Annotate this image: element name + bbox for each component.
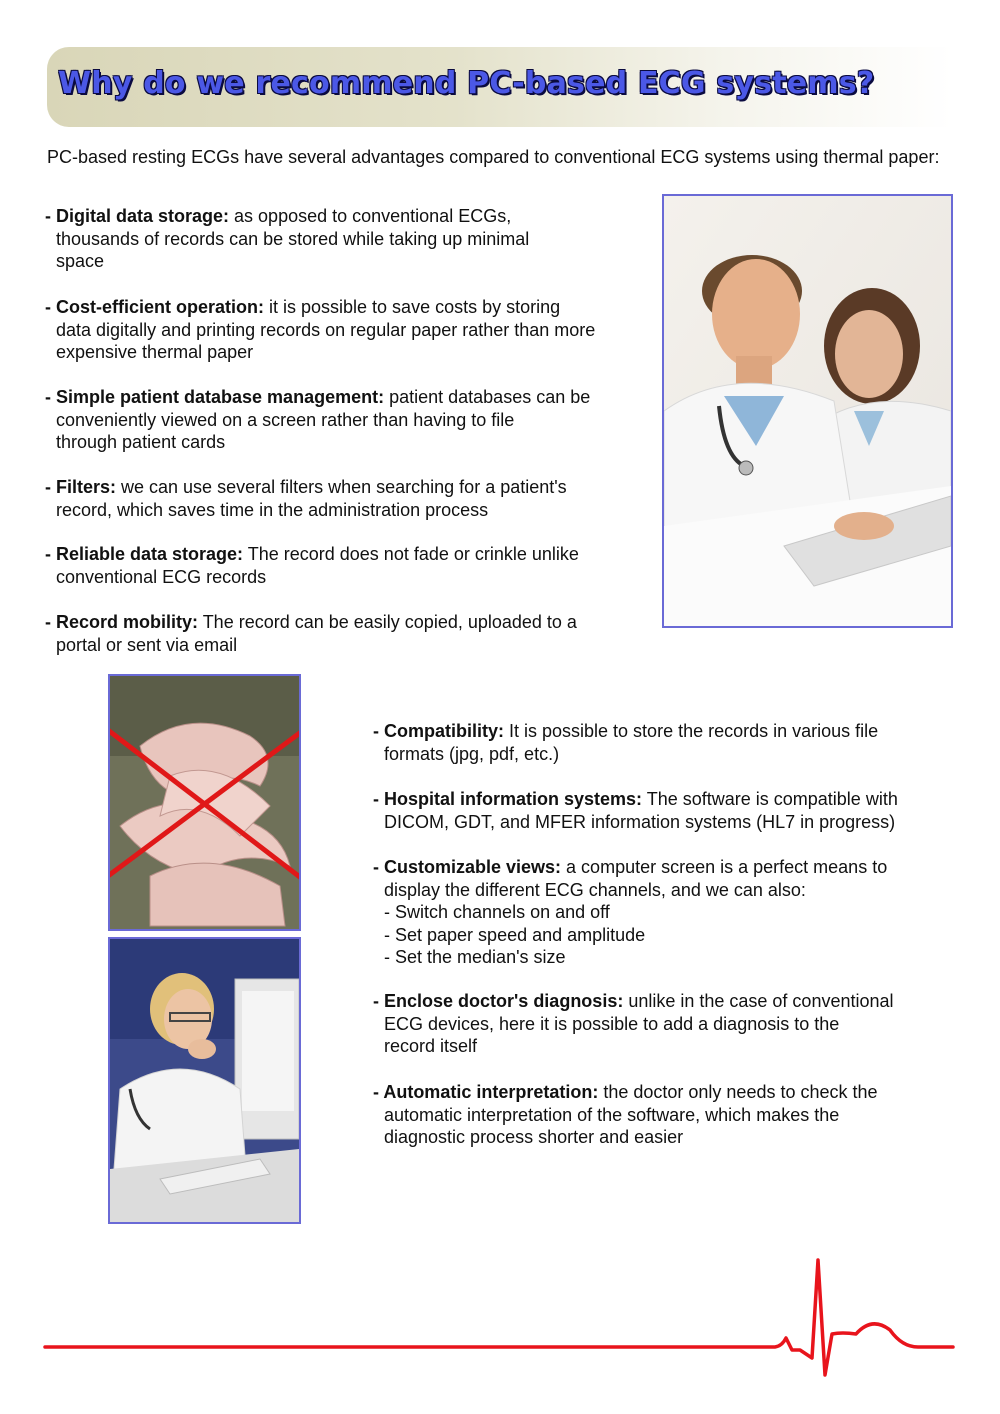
advantage-item: - Customizable views: a computer screen is a perfect means to display the different ECG channels, and we can also: - Switch channels on and off - Set paper speed and amplitude - Set the median's size <box>373 856 963 969</box>
custom-views-option: - Set paper speed and amplitude <box>384 924 646 945</box>
advantage-item: - Automatic interpretation: the doctor only needs to check the automatic interpretation of the software, which makes the diagnostic process shorter and easier <box>373 1082 878 1147</box>
doctor-monitor-illustration <box>110 939 299 1222</box>
cross-out-icon <box>110 676 299 929</box>
custom-views-option: - Switch channels on and off <box>384 902 610 922</box>
thermal-paper-photo <box>108 674 301 931</box>
advantage-item: - Compatibility: It is possible to store the records in various file formats (jpg, pdf, etc.) <box>373 721 879 764</box>
advantage-item: - Simple patient database management: patient databases can be conveniently viewed on a screen rather than having to file through patient cards <box>45 387 591 452</box>
custom-views-option: - Set the median's size <box>384 947 566 967</box>
intro-text: PC-based resting ECGs have several advantages compared to conventional ECG systems using thermal paper: <box>47 147 940 167</box>
page-title: Why do we recommend PC-based ECG systems? <box>58 66 875 101</box>
advantage-item: - Enclose doctor's diagnosis: unlike in the case of conventional ECG devices, here it is possible to add a diagnosis to the record itself <box>373 991 894 1056</box>
advantage-item: - Reliable data storage: The record does not fade or crinkle unlike conventional ECG records <box>45 544 579 587</box>
ecg-trace-line <box>0 1250 1000 1380</box>
advantage-item: - Record mobility: The record can be easily copied, uploaded to a portal or sent via email <box>45 612 577 655</box>
advantage-item: - Filters: we can use several filters when searching for a patient's record, which saves time in the administration process <box>45 477 567 520</box>
doctors-photo-illustration <box>664 196 951 626</box>
advantage-item: - Digital data storage: as opposed to conventional ECGs, thousands of records can be stored while taking up minimal space <box>45 206 530 271</box>
advantage-item: - Cost-efficient operation: it is possible to save costs by storing data digitally and printing records on regular paper rather than more expensive thermal paper <box>45 297 596 362</box>
advantage-item: - Hospital information systems: The software is compatible with DICOM, GDT, and MFER information systems (HL7 in progress) <box>373 789 898 832</box>
doctor-at-monitor-photo <box>108 937 301 1224</box>
doctors-at-computer-photo <box>662 194 953 628</box>
